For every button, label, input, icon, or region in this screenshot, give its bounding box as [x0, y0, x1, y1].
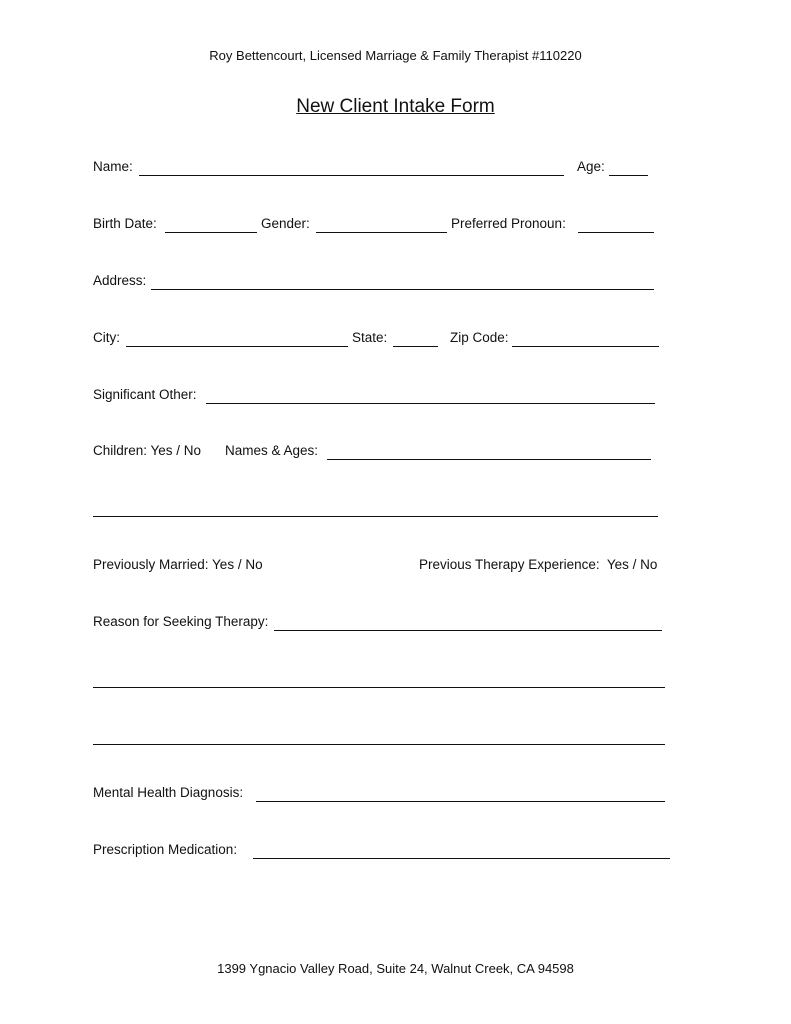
- reason-label: Reason for Seeking Therapy:: [93, 614, 269, 629]
- state-label: State:: [352, 330, 388, 345]
- birth-date-field[interactable]: [165, 232, 257, 233]
- address-label: Address:: [93, 273, 147, 288]
- name-label: Name:: [93, 159, 133, 174]
- city-field[interactable]: [126, 346, 348, 347]
- medication-field[interactable]: [253, 858, 670, 859]
- reason-field[interactable]: [274, 630, 662, 631]
- office-address-footer: 1399 Ygnacio Valley Road, Suite 24, Walnut Creek, CA 94598: [217, 961, 574, 976]
- state-field[interactable]: [393, 346, 438, 347]
- birth-date-label: Birth Date:: [93, 216, 157, 231]
- practitioner-header: Roy Bettencourt, Licensed Marriage & Family Therapist #110220: [209, 48, 582, 63]
- zip-code-label: Zip Code:: [450, 330, 509, 345]
- previous-therapy-label: Previous Therapy Experience: Yes / No: [419, 557, 658, 572]
- age-label: Age:: [577, 159, 605, 174]
- zip-code-field[interactable]: [512, 346, 659, 347]
- previously-married-label: Previously Married: Yes / No: [93, 557, 263, 572]
- names-ages-continuation-field[interactable]: [93, 516, 658, 517]
- significant-other-label: Significant Other:: [93, 387, 197, 402]
- preferred-pronoun-field[interactable]: [578, 232, 654, 233]
- reason-continuation-field-1[interactable]: [93, 687, 665, 688]
- significant-other-field[interactable]: [206, 403, 655, 404]
- names-ages-field[interactable]: [327, 459, 651, 460]
- age-field[interactable]: [609, 175, 648, 176]
- name-field[interactable]: [139, 175, 564, 176]
- children-label: Children: Yes / No: [93, 443, 202, 458]
- address-field[interactable]: [151, 289, 654, 290]
- medication-label: Prescription Medication:: [93, 842, 238, 857]
- diagnosis-label: Mental Health Diagnosis:: [93, 785, 244, 800]
- gender-label: Gender:: [261, 216, 310, 231]
- diagnosis-field[interactable]: [256, 801, 665, 802]
- city-label: City:: [93, 330, 120, 345]
- reason-continuation-field-2[interactable]: [93, 744, 665, 745]
- names-ages-label: Names & Ages:: [225, 443, 319, 458]
- gender-field[interactable]: [316, 232, 447, 233]
- preferred-pronoun-label: Preferred Pronoun:: [451, 216, 566, 231]
- form-title: New Client Intake Form: [296, 96, 495, 117]
